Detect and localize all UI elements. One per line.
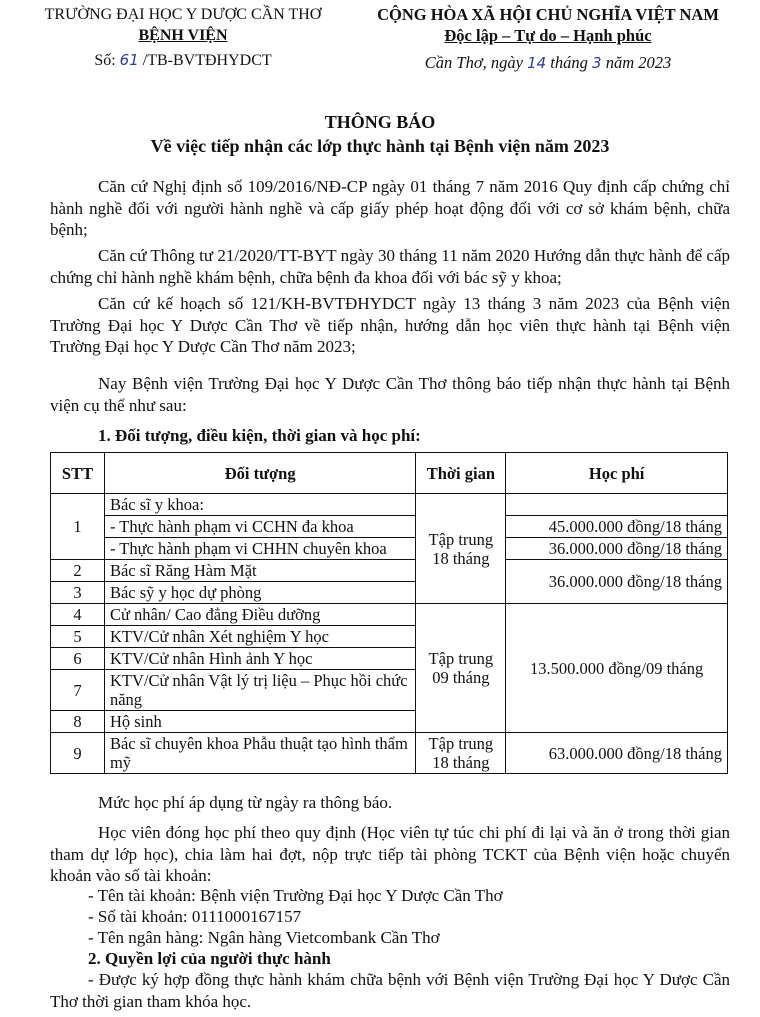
fee-cell: 13.500.000 đồng/09 tháng [506, 604, 728, 733]
hospital-name: BỆNH VIỆN [138, 27, 228, 44]
legal-basis-3: Căn cứ kế hoạch số 121/KH-BVTĐHYDCT ngày 13 tháng 3 năm 2023 của Bệnh viện Trường Đại học Y Dược Cần Thơ về tiếp nhận, hướng dẫn học viên thực hành tại Bệnh viện Trường Đại học Y Dược Cần Thơ năm 2023; [50, 294, 730, 356]
section1-heading: 1. Đối tượng, điều kiện, thời gian và học phí: [98, 426, 421, 445]
subject-cell: - Thực hành phạm vi CCHN đa khoa [104, 516, 415, 538]
table-row [51, 516, 728, 538]
subject-cell: KTV/Cử nhân Hình ảnh Y học [104, 648, 415, 670]
document-subtitle: Về việc tiếp nhận các lớp thực hành tại Bệnh viện năm 2023 [150, 136, 610, 156]
number-suffix: /TB-BVTĐHYDCT [142, 52, 272, 69]
time-cell: Tập trung 18 tháng [416, 733, 506, 774]
table-header-row [51, 453, 728, 494]
national-motto-block [352, 4, 744, 74]
date-day: 14 [527, 54, 547, 72]
stt-cell: 9 [51, 733, 105, 774]
header-time: Thời gian [416, 453, 506, 494]
fee-cell: 63.000.000 đồng/18 tháng [506, 733, 728, 774]
subject-cell: Bác sĩ y khoa: [104, 494, 415, 516]
bank-account-name: - Tên tài khoản: Bệnh viện Trường Đại học Y Dược Cần Thơ [88, 886, 503, 905]
legal-basis-1: Căn cứ Nghị định số 109/2016/NĐ-CP ngày 01 tháng 7 năm 2016 Quy định cấp chứng chỉ hành nghề đối với người hành nghề và cấp giấy phép hoạt động đối với cơ sở khám bệnh, chữa bệnh; [50, 177, 730, 239]
fee-cell [506, 494, 728, 516]
time-cell: Tập trung 18 tháng [416, 494, 506, 604]
fee-note: Mức học phí áp dụng từ ngày ra thông báo. [98, 793, 393, 812]
stt-cell: 3 [51, 582, 105, 604]
header-stt: STT [51, 453, 105, 494]
motto: Độc lập – Tự do – Hạnh phúc [444, 26, 652, 45]
announcement-intro: Nay Bệnh viện Trường Đại học Y Dược Cần Thơ thông báo tiếp nhận thực hành tại Bệnh viện cụ thể như sau: [50, 374, 730, 415]
table-row [51, 733, 728, 774]
stt-cell: 5 [51, 626, 105, 648]
time-cell: Tập trung 09 tháng [416, 604, 506, 733]
number-handwritten: 61 [119, 51, 139, 69]
stt-cell: 2 [51, 560, 105, 582]
university-name: TRƯỜNG ĐẠI HỌC Y DƯỢC CẦN THƠ [44, 6, 322, 23]
date-prefix: Cần Thơ, ngày [424, 53, 523, 72]
country-name: CỘNG HÒA XÃ HỘI CHỦ NGHĨA VIỆT NAM [377, 5, 719, 24]
subject-cell: Hộ sinh [104, 711, 415, 733]
fee-cell: 36.000.000 đồng/18 tháng [506, 538, 728, 560]
bank-name: - Tên ngân hàng: Ngân hàng Vietcombank Cần Thơ [88, 928, 440, 947]
subject-cell: KTV/Cử nhân Xét nghiệm Y học [104, 626, 415, 648]
subject-cell: Bác sĩ Răng Hàm Mặt [104, 560, 415, 582]
table-row [51, 604, 728, 626]
table-row [51, 494, 728, 516]
header-subject: Đối tượng [104, 453, 415, 494]
stt-cell: 8 [51, 711, 105, 733]
header-fee: Học phí [506, 453, 728, 494]
payment-instructions: Học viên đóng học phí theo quy định (Học viên tự túc chi phí đi lại và ăn ở trong thời gian tham dự lớp học), chia làm hai đợt, nộp trực tiếp tài phòng TCKT của Bệnh viện hoặc chuyển khoản vào số tài khoản: [50, 823, 730, 885]
date-month: 3 [592, 54, 602, 72]
subject-cell: Bác sỹ y học dự phòng [104, 582, 415, 604]
stt-cell: 4 [51, 604, 105, 626]
legal-basis-2: Căn cứ Thông tư 21/2020/TT-BYT ngày 30 tháng 11 năm 2020 Hướng dẫn thực hành để cấp chứng chỉ hành nghề khám bệnh, chữa bệnh đa khoa đối với bác sỹ y khoa; [50, 246, 730, 287]
document-title: THÔNG BÁO [324, 112, 436, 132]
month-label: tháng [550, 53, 588, 72]
subject-cell: Cử nhân/ Cao đẳng Điều dưỡng [104, 604, 415, 626]
subject-cell: KTV/Cử nhân Vật lý trị liệu – Phục hồi chức năng [104, 670, 415, 711]
table-row [51, 560, 728, 582]
subject-cell: - Thực hành phạm vi CHHN chuyên khoa [104, 538, 415, 560]
issuer-block [18, 4, 348, 71]
date-year: năm 2023 [605, 53, 672, 72]
number-label: Số: [94, 52, 116, 69]
issue-date [352, 52, 744, 74]
stt-cell: 6 [51, 648, 105, 670]
program-table [50, 452, 728, 774]
stt-cell: 1 [51, 494, 105, 560]
section2-text: - Được ký hợp đồng thực hành khám chữa bệnh với Bệnh viện Trường Đại học Y Dược Cần Thơ thời gian tham khóa học. [50, 970, 730, 1011]
document-number [18, 50, 348, 71]
table-row [51, 538, 728, 560]
fee-cell: 45.000.000 đồng/18 tháng [506, 516, 728, 538]
section2-heading: 2. Quyền lợi của người thực hành [88, 949, 331, 968]
stt-cell: 7 [51, 670, 105, 711]
subject-cell: Bác sĩ chuyên khoa Phẫu thuật tạo hình thẩm mỹ [104, 733, 415, 774]
fee-cell: 36.000.000 đồng/18 tháng [506, 560, 728, 604]
bank-account-number: - Số tài khoản: 0111000167157 [88, 907, 302, 926]
